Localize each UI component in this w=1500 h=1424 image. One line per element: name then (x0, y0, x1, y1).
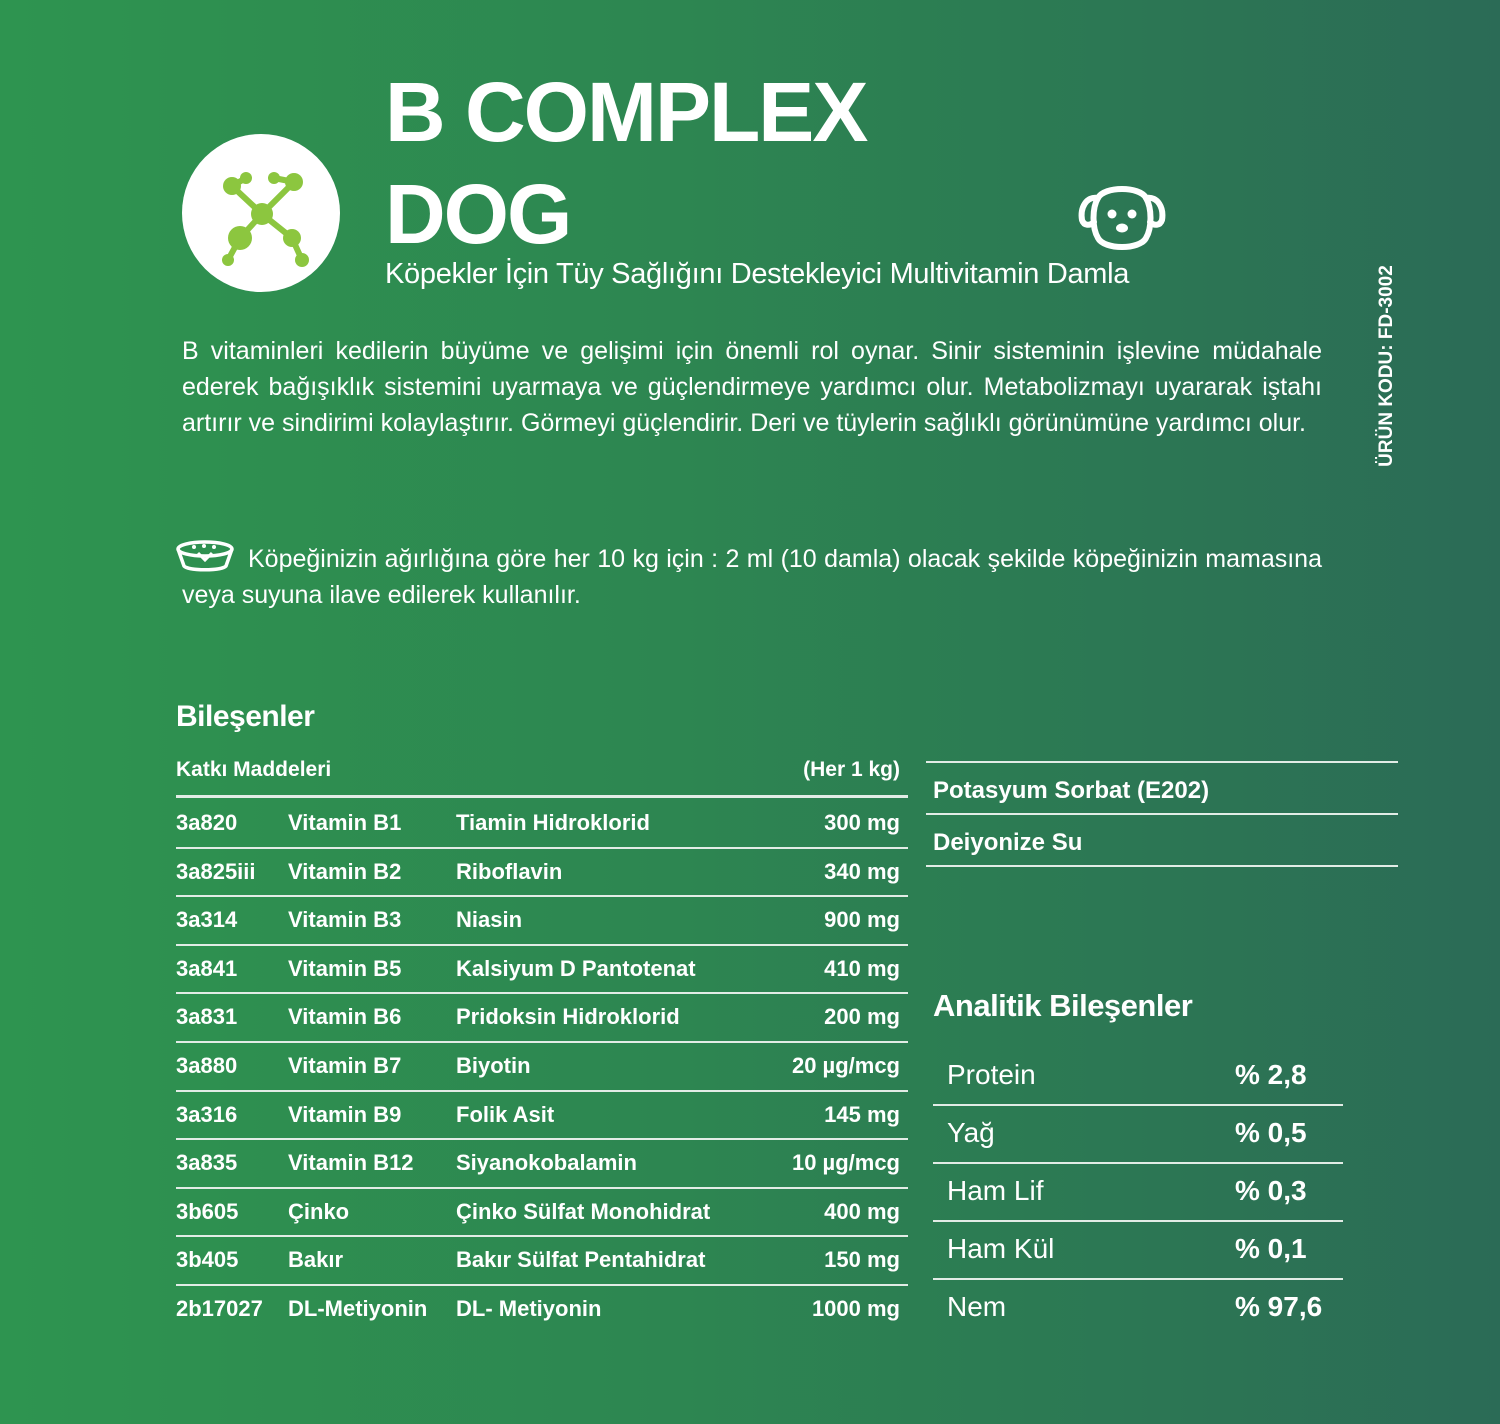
analytic-row (933, 1048, 1343, 1106)
additive-name: Çinko Sülfat Monohidrat (456, 1198, 711, 1224)
additive-amount: 340 mg (824, 858, 900, 884)
analytic-value: % 0,3 (1235, 1175, 1307, 1206)
additive-code: 3a880 (176, 1052, 238, 1078)
additives-table-header (176, 758, 900, 790)
additive-name: Tiamin Hidroklorid (456, 810, 650, 835)
additive-name: Biyotin (456, 1052, 531, 1078)
additive-vitamin: Vitamin B1 (288, 810, 402, 835)
additive-row (176, 1286, 908, 1335)
additives-label: Katkı Maddeleri (176, 758, 332, 781)
product-description: B vitaminleri kedilerin büyüme ve gelişimi için önemli rol oynar. Sinir sisteminin işlevine müdahale ederek bağışıklık sistemini uyarmaya ve güçlendirmeye yardımcı olur. Metabolizmayı uyararak iştahı artırır ve sindirimi kolaylaştırır. Görmeyi güçlendirir. Deri ve tüylerin sağlıklı görünümüne yardımcı olur. (182, 337, 1322, 437)
additive-row (176, 1237, 908, 1286)
product-subtitle: Köpekler İçin Tüy Sağlığını Destekleyici Multivitamin Damla (385, 258, 1130, 290)
additive-amount: 900 mg (824, 907, 900, 933)
additive-vitamin: Vitamin B6 (288, 1004, 402, 1030)
analytic-value: % 2,8 (1235, 1059, 1307, 1090)
additive-code: 3a841 (176, 955, 238, 981)
usage-instructions: Köpeğinizin ağırlığına göre her 10 kg için : 2 ml (10 damla) olacak şekilde köpeğinizin mamasına veya suyuna ilave edilerek kullanılır. (182, 545, 1322, 609)
additive-amount: 1000 mg (811, 1295, 900, 1321)
other-ingredient: Potasyum Sorbat (E202) (926, 763, 1398, 815)
additive-code: 3a316 (176, 1101, 238, 1127)
additive-amount: 145 mg (824, 1101, 900, 1127)
product-code: ÜRÜN KODU: FD-3002 (1376, 265, 1397, 467)
additive-amount: 150 mg (824, 1247, 900, 1273)
molecule-icon (182, 134, 340, 292)
additive-code: 3b405 (176, 1247, 239, 1273)
additive-code: 3a314 (176, 907, 238, 933)
additive-vitamin: Vitamin B7 (288, 1052, 402, 1078)
additive-vitamin: Vitamin B5 (288, 955, 402, 981)
analytic-value: % 97,6 (1235, 1291, 1323, 1322)
additive-row (176, 1043, 908, 1092)
additive-name: DL- Metiyonin (456, 1295, 602, 1321)
additive-amount: 410 mg (824, 955, 900, 981)
additive-name: Bakır Sülfat Pentahidrat (456, 1247, 706, 1273)
additive-amount: 200 mg (824, 1004, 900, 1030)
analytic-value: % 0,1 (1235, 1233, 1307, 1264)
analytic-name: Ham Kül (947, 1233, 1055, 1264)
additive-row (176, 1140, 908, 1189)
analytic-row (933, 1164, 1343, 1222)
additive-amount: 20 µg/mcg (791, 1052, 900, 1078)
analytic-row (933, 1106, 1343, 1164)
additive-row (176, 1189, 908, 1238)
additive-amount: 300 mg (824, 810, 900, 835)
ingredients-heading: Bileşenler (176, 700, 315, 733)
additive-vitamin: Vitamin B2 (288, 858, 402, 884)
analytic-name: Nem (947, 1291, 1007, 1322)
dog-face-icon (1076, 178, 1168, 256)
other-ingredients-list (926, 761, 1398, 867)
additive-code: 3b605 (176, 1198, 239, 1224)
additive-name: Kalsiyum D Pantotenat (456, 955, 696, 981)
additive-row (176, 994, 908, 1043)
other-ingredient: Deiyonize Su (926, 815, 1398, 867)
table-header-divider (176, 795, 908, 798)
additive-row (176, 1092, 908, 1141)
additive-vitamin: Çinko (288, 1198, 350, 1224)
additive-name: Siyanokobalamin (456, 1150, 637, 1176)
additive-row (176, 800, 908, 849)
analytic-table (933, 1048, 1343, 1338)
additive-vitamin: Bakır (288, 1247, 344, 1273)
product-title-line1: B COMPLEX (385, 65, 867, 159)
additive-code: 3a831 (176, 1004, 238, 1030)
additive-vitamin: Vitamin B3 (288, 907, 402, 933)
additive-vitamin: Vitamin B12 (288, 1150, 414, 1176)
additive-row (176, 946, 908, 995)
additive-name: Folik Asit (456, 1101, 555, 1127)
analytic-row (933, 1280, 1343, 1338)
additive-vitamin: DL-Metiyonin (288, 1295, 428, 1321)
brand-logo (182, 134, 340, 292)
additive-code: 3a835 (176, 1150, 238, 1176)
additive-vitamin: Vitamin B9 (288, 1101, 402, 1127)
analytic-name: Yağ (947, 1117, 995, 1148)
unit-label: (Her 1 kg) (803, 758, 900, 781)
product-title-line2: DOG (385, 167, 571, 261)
additive-name: Riboflavin (456, 858, 563, 884)
additive-amount: 10 µg/mcg (791, 1150, 900, 1176)
additive-code: 2b17027 (176, 1295, 263, 1321)
additive-amount: 400 mg (824, 1198, 900, 1224)
additive-name: Pridoksin Hidroklorid (456, 1004, 680, 1030)
analytic-heading: Analitik Bileşenler (933, 988, 1193, 1023)
additive-row (176, 897, 908, 946)
additive-row (176, 849, 908, 898)
additive-code: 3a825iii (176, 858, 256, 884)
analytic-name: Ham Lif (947, 1175, 1044, 1206)
analytic-row (933, 1222, 1343, 1280)
analytic-value: % 0,5 (1235, 1117, 1307, 1148)
additive-code: 3a820 (176, 810, 238, 835)
additive-name: Niasin (456, 907, 523, 933)
additives-table (176, 800, 908, 1335)
analytic-name: Protein (947, 1059, 1036, 1090)
